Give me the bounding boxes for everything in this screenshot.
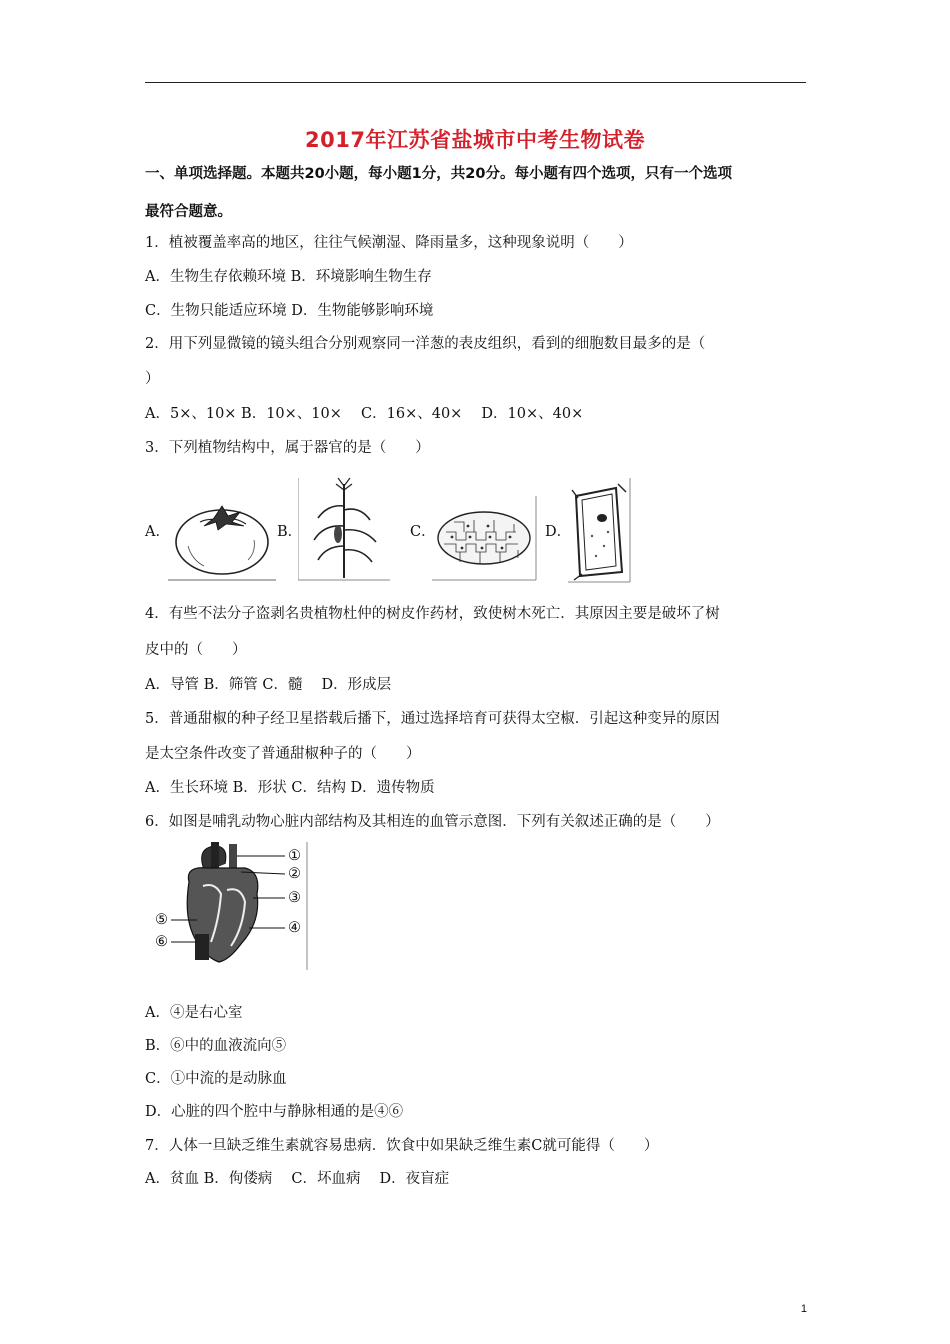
question-2-stem-cont: ） <box>145 371 160 387</box>
option-c-label: C． <box>410 524 436 540</box>
question-7-stem: 7．人体一旦缺乏维生素就容易患病．饮食中如果缺乏维生素C就可能得（ ） <box>145 1138 659 1154</box>
section-heading-cont: 最符合题意。 <box>145 204 232 220</box>
question-2-options: A．5×、10× B．10×、10× C．16×、40× D．10×、40× <box>145 406 584 422</box>
heart-label-1: ① <box>288 848 301 864</box>
question-4-stem: 4．有些不法分子盗剥名贵植物杜仲的树皮作药材，致使树木死亡．其原因主要是破坏了树 <box>145 606 720 622</box>
section-heading: 一、单项选择题。本题共20小题，每小题1分，共20分。每小题有四个选项，只有一个选项 <box>145 166 732 182</box>
question-1-stem: 1．植被覆盖率高的地区，往往气候潮湿、降雨量多，这种现象说明（ ） <box>145 235 633 251</box>
question-5-stem-cont: 是太空条件改变了普通甜椒种子的（ ） <box>145 746 421 762</box>
heart-diagram <box>145 842 310 972</box>
option-d-label: D． <box>545 524 572 540</box>
question-6-option-d: D．心脏的四个腔中与静脉相通的是④⑥ <box>145 1104 404 1120</box>
heart-label-2: ② <box>288 866 301 882</box>
question-3-stem: 3．下列植物结构中，属于器官的是（ ） <box>145 440 430 456</box>
question-6-option-a: A．④是右心室 <box>145 1005 243 1021</box>
question-7-options: A．贫血 B．佝偻病 C．坏血病 D．夜盲症 <box>145 1171 450 1187</box>
heart-label-3: ③ <box>288 890 301 906</box>
question-6-option-c: C．①中流的是动脉血 <box>145 1071 287 1087</box>
tomato-icon <box>168 500 278 582</box>
question-2-stem: 2．用下列显微镜的镜头组合分别观察同一洋葱的表皮组织，看到的细胞数目最多的是（ <box>145 336 706 352</box>
heart-label-4: ④ <box>288 920 301 936</box>
page-title: 2017年江苏省盐城市中考生物试卷 <box>305 128 645 152</box>
header-rule <box>145 82 806 83</box>
question-4-stem-cont: 皮中的（ ） <box>145 642 247 658</box>
question-5-stem: 5．普通甜椒的种子经卫星搭载后播下，通过选择培育可获得太空椒．引起这种变异的原因 <box>145 711 720 727</box>
question-5-options: A．生长环境 B．形状 C．结构 D．遗传物质 <box>145 780 435 796</box>
heart-icon <box>145 842 310 972</box>
tissue-cells-icon <box>432 496 540 582</box>
option-a-label: A． <box>145 524 170 540</box>
question-4-options: A．导管 B．筛管 C．髓 D．形成层 <box>145 677 392 693</box>
option-b-label: B． <box>277 524 303 540</box>
question-1-options-ab: A．生物生存依赖环境 B．环境影响生物生存 <box>145 269 432 285</box>
heart-label-5: ⑤ <box>155 912 168 928</box>
corn-plant-icon <box>298 476 390 584</box>
question-1-options-cd: C．生物只能适应环境 D．生物能够影响环境 <box>145 303 434 319</box>
question-6-option-b: B．⑥中的血液流向⑤ <box>145 1038 287 1054</box>
plant-cell-icon <box>566 476 634 584</box>
heart-label-6: ⑥ <box>155 934 168 950</box>
page-number: 1 <box>800 1303 807 1315</box>
question-6-stem: 6．如图是哺乳动物心脏内部结构及其相连的血管示意图．下列有关叙述正确的是（ ） <box>145 814 720 830</box>
